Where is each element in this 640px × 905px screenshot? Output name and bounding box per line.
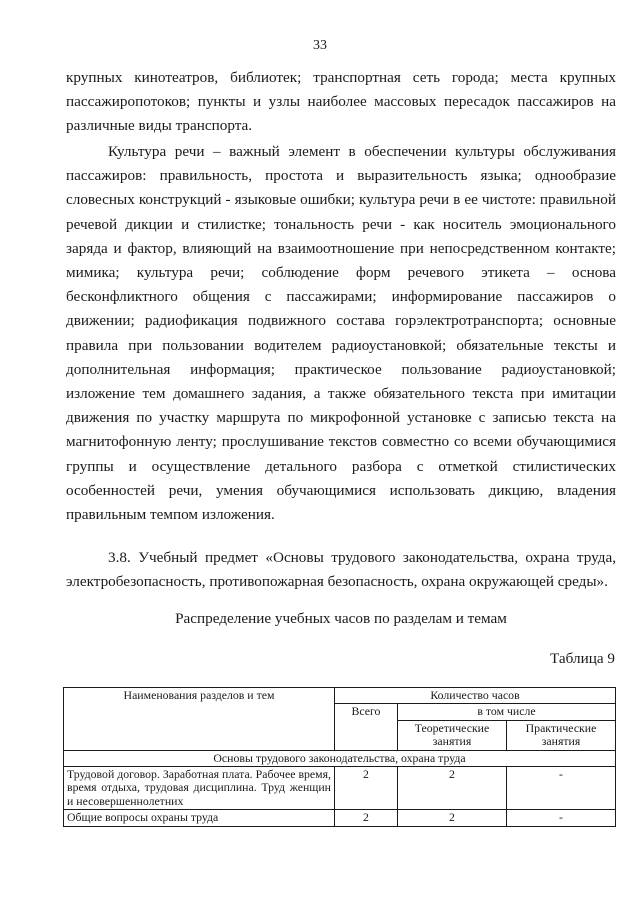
paragraph-speech-culture: Культура речи – важный элемент в обеспечении культуры обслуживания пассажиров: правильность, простота и выразительность языка; однообразие словесных конструкций - языковые ошибки; культура речи в ее чистоте: правильной речевой дикции и стилистке; тональность речи - как носитель эмоционального заряда и фактор, влияющий на взаимоотношение при непосредственном контакте; мимика; культура речи; соблюдение форм речевого этикета – основа бесконфликтного общения с пассажирами; информирование пассажиров о движении; радиофикация подвижного состава горэлектротранспорта; основные правила при пользовании водителем радиоустановкой; обязательные тексты и дополнительная информация; практическое пользование радиоустановкой; изложение тем домашнего задания, а также обязательного текста при имитации движения по участку маршрута по микрофонной установке с записью текста на магнитофонную ленту; прослушивание текстов совместно со всеми обучающимися группы и осуществление детального разбора с отметкой стилистических особенностей речи, умения обучающимися использовать дикцию, владения правильным темпом изложения. (66, 143, 616, 524)
table-title: Распределение учебных часов по разделам и темам (175, 610, 507, 627)
topic-cell: Общие вопросы охраны труда (64, 810, 335, 826)
paragraph-intro: крупных кинотеатров, библиотек; транспортная сеть города; места крупных пассажиропотоков; пункты и узлы наиболее массовых пересадок пассажиров на различные виды транспорта. (66, 69, 616, 135)
total-cell: 2 (335, 810, 398, 826)
page-number: 33 (313, 38, 327, 53)
header-including-cell: в том числе (398, 704, 616, 720)
header-theory-cell: Теоретические занятия (398, 720, 507, 750)
total-cell: 2 (335, 767, 398, 810)
table-header-row (64, 688, 616, 704)
section-title-cell: Основы трудового законодательства, охрана труда (64, 750, 616, 766)
table-row (64, 767, 616, 810)
header-practice-cell: Практические занятия (507, 720, 616, 750)
theory-cell: 2 (398, 810, 507, 826)
theory-cell: 2 (398, 767, 507, 810)
practice-cell: - (507, 767, 616, 810)
hours-table (63, 687, 616, 827)
header-name-cell: Наименования разделов и тем (64, 688, 335, 751)
table-section-row (64, 750, 616, 766)
paragraph-subject-3-8: 3.8. Учебный предмет «Основы трудового законодательства, охрана труда, электробезопасность, противопожарная безопасность, охрана окружающей среды». (66, 549, 616, 591)
topic-cell: Трудовой договор. Заработная плата. Рабочее время, время отдыха, трудовая дисциплина. Труд женщин и несовершеннолетних (64, 767, 335, 810)
header-hours-cell: Количество часов (335, 688, 616, 704)
header-total-cell: Всего (335, 704, 398, 750)
table-row (64, 810, 616, 826)
practice-cell: - (507, 810, 616, 826)
table-caption: Таблица 9 (550, 650, 615, 667)
